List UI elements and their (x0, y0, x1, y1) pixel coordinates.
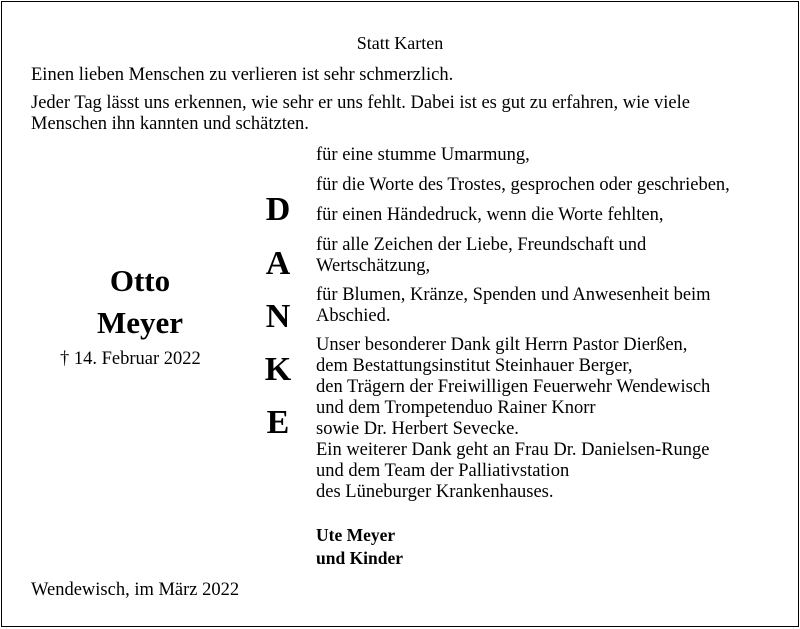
gratitude-item (316, 285, 711, 327)
special-thanks (316, 335, 710, 503)
special-thanks-line: Ein weiterer Dank geht an Frau Dr. Danielsen-Runge (316, 440, 710, 460)
signature-line-1: Ute Meyer (316, 525, 396, 545)
place-date-footer: Wendewisch, im März 2022 (31, 580, 240, 600)
gratitude-item-line: für alle Zeichen der Liebe, Freundschaft und (316, 235, 647, 255)
death-date: † 14. Februar 2022 (60, 349, 201, 369)
gratitude-item-line: für einen Händedruck, wenn die Worte fehlten, (316, 205, 664, 225)
danke-letter-k: K (264, 351, 292, 388)
gratitude-item (316, 175, 730, 196)
special-thanks-line: des Lüneburger Krankenhauses. (316, 482, 554, 502)
danke-letter-d: D (265, 191, 291, 228)
gratitude-item-line: für Blumen, Kränze, Spenden und Anwesenheit beim (316, 285, 711, 305)
gratitude-item-line: für eine stumme Umarmung, (316, 145, 530, 165)
gratitude-item-line: für die Worte des Trostes, gesprochen oder geschrieben, (316, 175, 730, 195)
header-statt-karten: Statt Karten (356, 33, 444, 53)
special-thanks-line: Unser besonderer Dank gilt Herrn Pastor Dierßen, (316, 335, 688, 355)
danke-letter-a: A (265, 245, 291, 282)
special-thanks-line: und dem Trompetenduo Rainer Knorr (316, 398, 596, 418)
gratitude-item (316, 145, 530, 166)
special-thanks-line: den Trägern der Freiwilligen Feuerwehr Wendewisch (316, 377, 711, 397)
signature (316, 524, 403, 570)
special-thanks-line: und dem Team der Palliativstation (316, 461, 570, 481)
intro-line-2a: Jeder Tag lässt uns erkennen, wie sehr er uns fehlt. Dabei ist es gut zu erfahren, wie viele (31, 93, 690, 113)
danke-letter-n: N (265, 298, 291, 335)
gratitude-item (316, 205, 663, 226)
intro-line-2b: Menschen ihn kannten und schätzten. (31, 114, 309, 134)
special-thanks-line: dem Bestattungsinstitut Steinhauer Berger, (316, 356, 633, 376)
gratitude-item (316, 235, 646, 277)
signature-line-2: und Kinder (316, 548, 404, 568)
gratitude-item-line: Wertschätzung, (316, 256, 431, 276)
obituary-notice (1, 1, 799, 627)
danke-letter-e: E (266, 404, 290, 441)
deceased-last-name: Meyer (96, 305, 184, 340)
deceased-first-name: Otto (109, 263, 171, 298)
intro-line-1: Einen lieben Menschen zu verlieren ist sehr schmerzlich. (31, 65, 454, 85)
special-thanks-line: sowie Dr. Herbert Sevecke. (316, 419, 519, 439)
gratitude-item-line: Abschied. (316, 306, 391, 326)
intro-paragraph (31, 93, 690, 135)
